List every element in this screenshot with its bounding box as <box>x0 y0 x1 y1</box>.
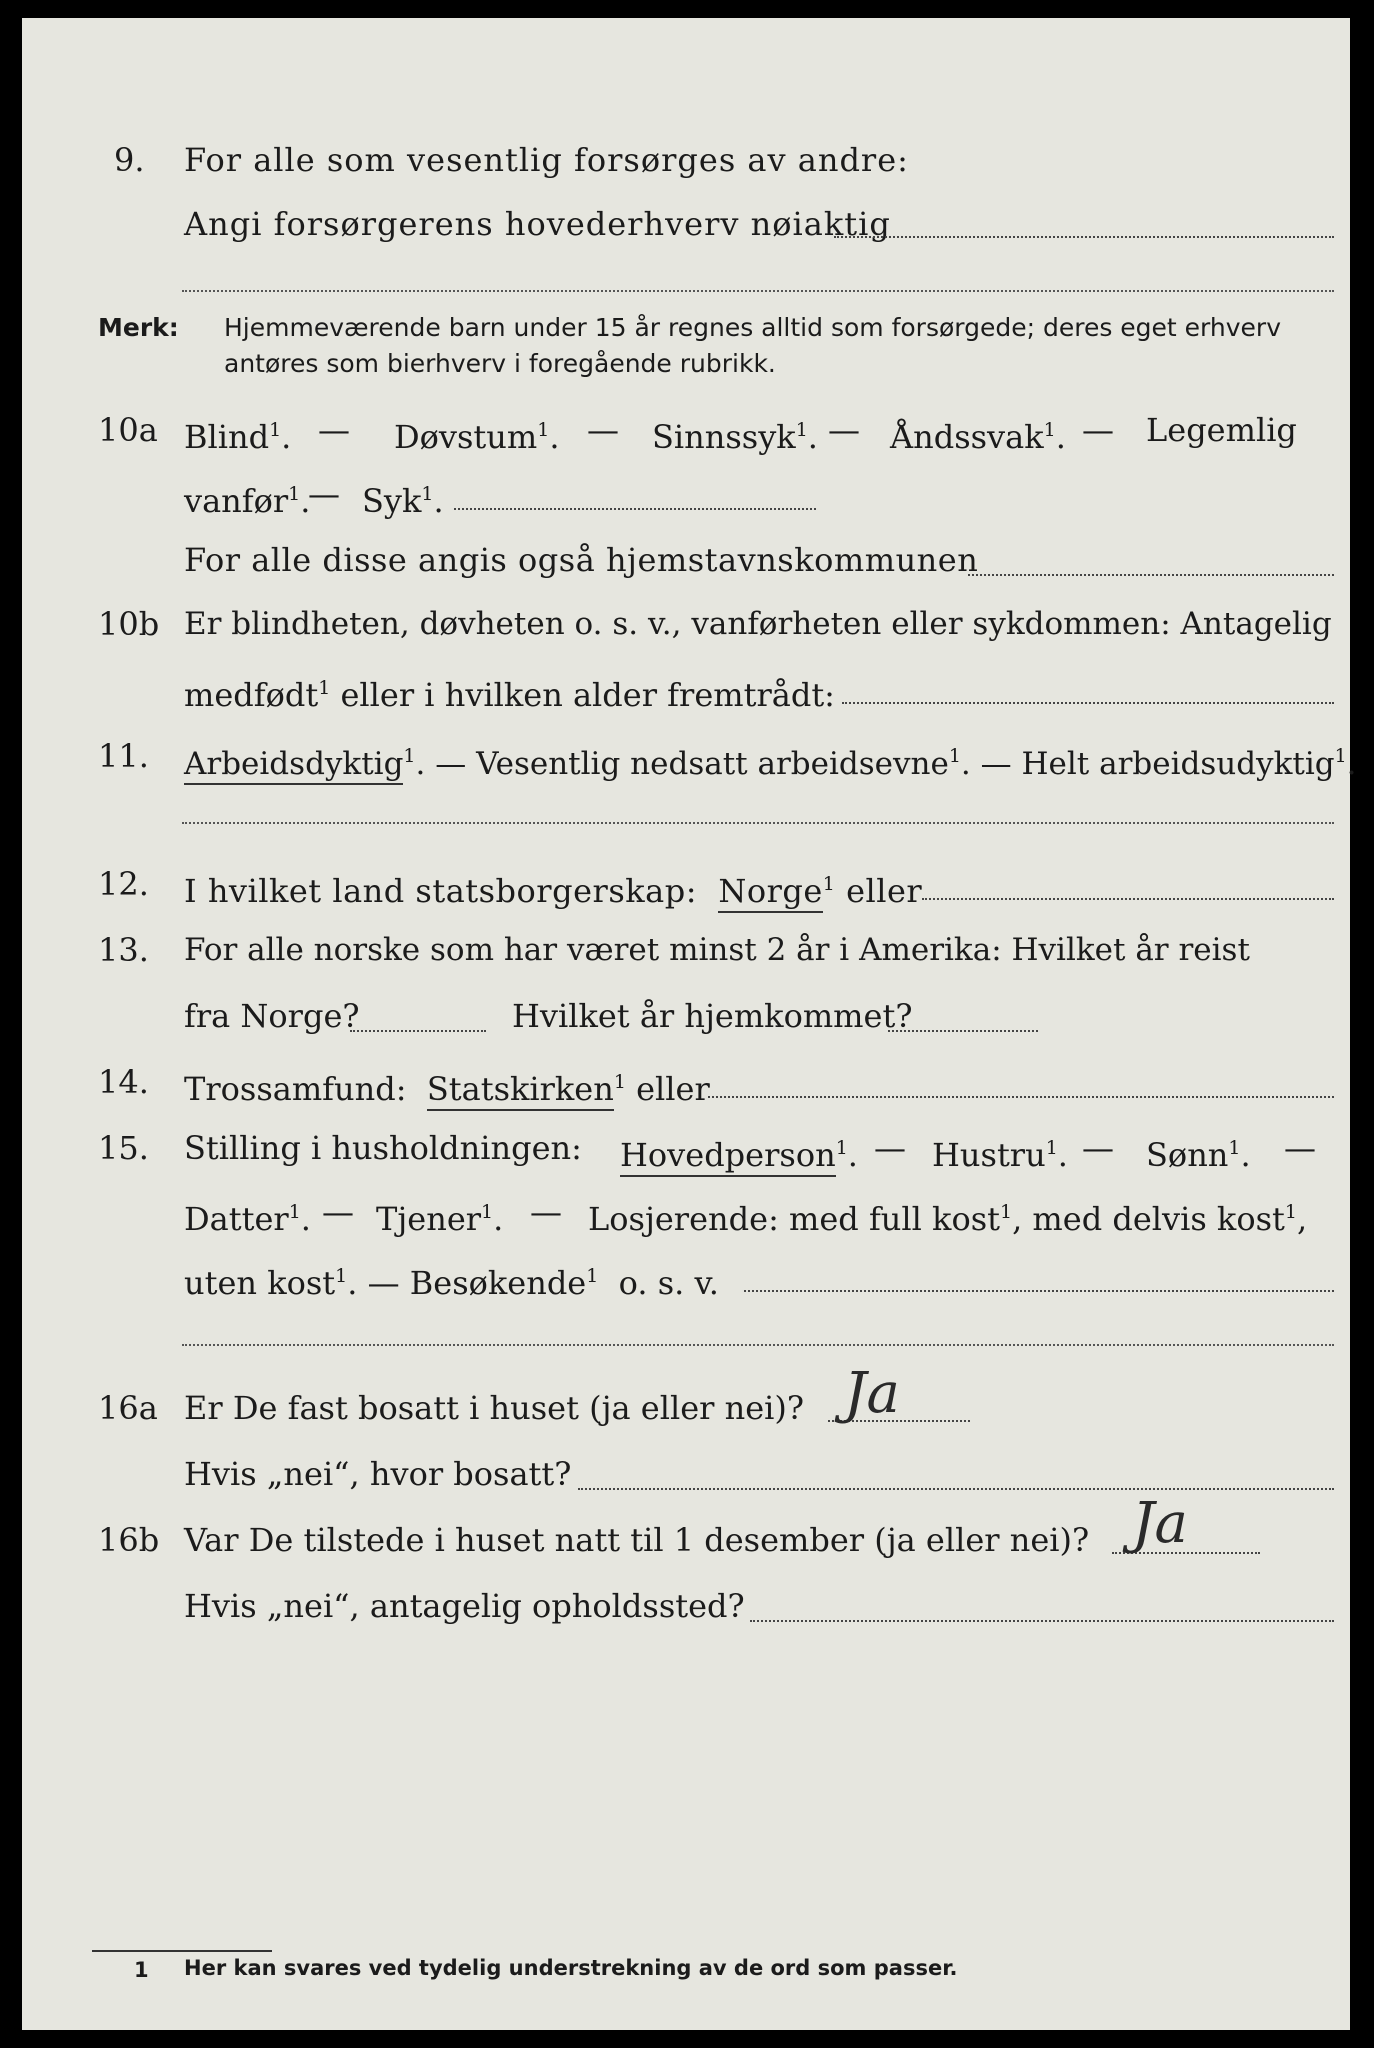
opt-uten-kost[interactable]: uten kost <box>184 1264 336 1302</box>
opt-sinnssyk[interactable]: Sinnssyk <box>652 418 796 456</box>
q13-hjemkommet-label: Hvilket år hjemkommet? <box>512 997 913 1035</box>
q14-other-field[interactable] <box>708 1096 1334 1098</box>
q9-line1 <box>22 132 1350 188</box>
merk-text-line2: antøres som bierhverv i foregående rubrikk. <box>224 349 776 378</box>
q10b-line2: medfødt$^1$ eller i hvilken alder fremtrådt: <box>22 660 1350 716</box>
opt-syk[interactable]: Syk <box>362 482 422 520</box>
q10a-line1: 10a Blind$^1$. — Døvstum$^1$. — Sinnssyk$^1$. — Åndssvak$^1$. — Legemlig <box>22 402 1350 458</box>
q14-text: Trossamfund: <box>184 1070 407 1108</box>
q16b-opholdssted-field[interactable] <box>750 1620 1334 1622</box>
q16a-bosatt-field[interactable] <box>578 1488 1334 1490</box>
q13-text-line1: For alle norske som har været minst 2 år i Amerika: Hvilket år reist <box>184 932 1250 968</box>
q16b-text: Var De tilstede i huset natt til 1 desember (ja eller nei)? <box>184 1521 1090 1559</box>
q12-text: I hvilket land statsborgerskap: <box>184 872 697 910</box>
q16a-text-line2: Hvis „nei“, hvor bosatt? <box>184 1455 572 1493</box>
q9-number: 9. <box>114 141 145 179</box>
q11-number: 11. <box>98 737 149 775</box>
opt-losjerende-delvis[interactable]: med delvis kost <box>1032 1200 1285 1238</box>
q15-other-field[interactable] <box>744 1290 1334 1292</box>
opt-legemlig[interactable]: Legemlig <box>1146 411 1297 449</box>
q10a-hjemstavn-field[interactable] <box>968 574 1334 576</box>
q9-answer-field[interactable] <box>834 236 1334 238</box>
q9-line2 <box>22 196 1350 252</box>
q13-reist-label: fra Norge? <box>184 997 360 1035</box>
q14-number: 14. <box>98 1063 149 1101</box>
opt-blind[interactable]: Blind <box>184 418 270 456</box>
opt-vanfor[interactable]: vanfør <box>184 482 289 520</box>
q9-extra-answer-line[interactable] <box>182 290 1334 292</box>
q16b-text-line2: Hvis „nei“, antagelig opholdssted? <box>184 1587 745 1625</box>
merk-line2 <box>22 344 1350 384</box>
opt-hustru[interactable]: Hustru <box>932 1136 1046 1174</box>
opt-norge[interactable]: Norge <box>718 872 822 913</box>
q14-line: 14. Trossamfund: Statskirken$^1$ eller <box>22 1054 1350 1110</box>
opt-datter[interactable]: Datter <box>184 1200 289 1238</box>
q16b-line2 <box>22 1578 1350 1634</box>
q10b-number: 10b <box>98 605 160 643</box>
q10a-text-line3: For alle disse angis også hjemstavnskommunen <box>184 541 979 579</box>
opt-tjener[interactable]: Tjener <box>376 1200 482 1238</box>
q14-eller: eller <box>636 1070 710 1108</box>
q15-number: 15. <box>98 1129 149 1167</box>
q9-text-line1: For alle som vesentlig forsørges av andre: <box>184 141 909 179</box>
q16a-handwritten-answer: Ja <box>844 1361 900 1426</box>
q9-text-line2: Angi forsørgerens hovederhverv nøiaktig <box>184 205 891 243</box>
census-form-page <box>22 18 1357 2030</box>
q13-line1 <box>22 922 1350 978</box>
q13-line2 <box>22 988 1350 1044</box>
q10a-syk-field[interactable] <box>454 508 816 510</box>
q16b-number: 16b <box>98 1521 160 1559</box>
q13-hjemkommet-field[interactable] <box>888 1030 1038 1032</box>
opt-arbeidsdyktig[interactable]: Arbeidsdyktig <box>184 746 403 785</box>
opt-hovedperson[interactable]: Hovedperson <box>620 1136 836 1177</box>
footnote-text: Her kan svares ved tydelig understrekning av de ord som passer. <box>184 1956 958 1980</box>
merk-label: Merk: <box>98 313 179 342</box>
q11-answer-line[interactable] <box>182 822 1334 824</box>
q13-number: 13. <box>98 931 149 969</box>
opt-medfodt[interactable]: medfødt <box>184 676 319 714</box>
q12-other-country-field[interactable] <box>922 898 1334 900</box>
opt-udyktig[interactable]: Helt arbeidsudyktig <box>1021 746 1335 782</box>
opt-statskirken[interactable]: Statskirken <box>427 1070 614 1111</box>
q16b-line1 <box>22 1491 1350 1568</box>
q10b-text-line2: eller i hvilken alder fremtrådt: <box>340 676 835 714</box>
q11-line: 11. Arbeidsdyktig$^1$. — Vesentlig nedsatt arbeidsevne$^1$. — Helt arbeidsudyktig$^1$. <box>22 728 1350 784</box>
q10b-text-line1: Er blindheten, døvheten o. s. v., vanførheten eller sykdommen: Antagelig <box>184 606 1332 642</box>
q15-line2: Datter$^1$. — Tjener$^1$. — Losjerende: med full kost$^1$, med delvis kost$^1$, <box>184 1193 1308 1238</box>
q13-reist-field[interactable] <box>350 1030 486 1032</box>
opt-besokende[interactable]: Besøkende <box>409 1264 587 1302</box>
q15-line3: uten kost$^1$. — Besøkende$^1$ o. s. v. <box>22 1248 1350 1304</box>
merk-text-line1: Hjemmeværende barn under 15 år regnes alltid som forsørgede; deres eget erhverv <box>224 313 1281 342</box>
opt-andssvak[interactable]: Åndssvak <box>890 418 1044 456</box>
q10a-line3 <box>22 532 1350 588</box>
q16a-number: 16a <box>98 1389 158 1427</box>
opt-losjerende-full[interactable]: Losjerende: med full kost <box>588 1200 1000 1238</box>
q12-number: 12. <box>98 865 149 903</box>
q10b-line1 <box>22 596 1350 652</box>
q15-text: Stilling i husholdningen: <box>184 1129 582 1167</box>
merk-line1 <box>22 308 1350 348</box>
q10a-line2: vanfør$^1$. — Syk$^1$. <box>22 466 1350 522</box>
q16b-handwritten-answer: Ja <box>1132 1491 1188 1556</box>
q10b-alder-field[interactable] <box>842 702 1334 704</box>
footnote-mark: 1 <box>134 1958 149 1982</box>
q12-eller: eller <box>846 872 923 910</box>
footnote-rule <box>92 1950 272 1952</box>
q15-answer-line[interactable] <box>182 1344 1334 1346</box>
opt-nedsatt[interactable]: Vesentlig nedsatt arbeidsevne <box>476 746 949 782</box>
q15-osv: o. s. v. <box>618 1264 719 1302</box>
q12-line: 12. I hvilket land statsborgerskap: Norge$^1$ eller <box>22 856 1350 912</box>
q10a-number: 10a <box>98 411 158 449</box>
q16a-text: Er De fast bosatt i huset (ja eller nei)? <box>184 1389 805 1427</box>
opt-dovstum[interactable]: Døvstum <box>394 418 538 456</box>
q16a-line1 <box>22 1361 1350 1436</box>
opt-sonn[interactable]: Sønn <box>1146 1136 1229 1174</box>
q15-line1: 15. Stilling i husholdningen: Hovedperson$^1$. — Hustru$^1$. — Sønn$^1$. — <box>22 1120 1350 1176</box>
